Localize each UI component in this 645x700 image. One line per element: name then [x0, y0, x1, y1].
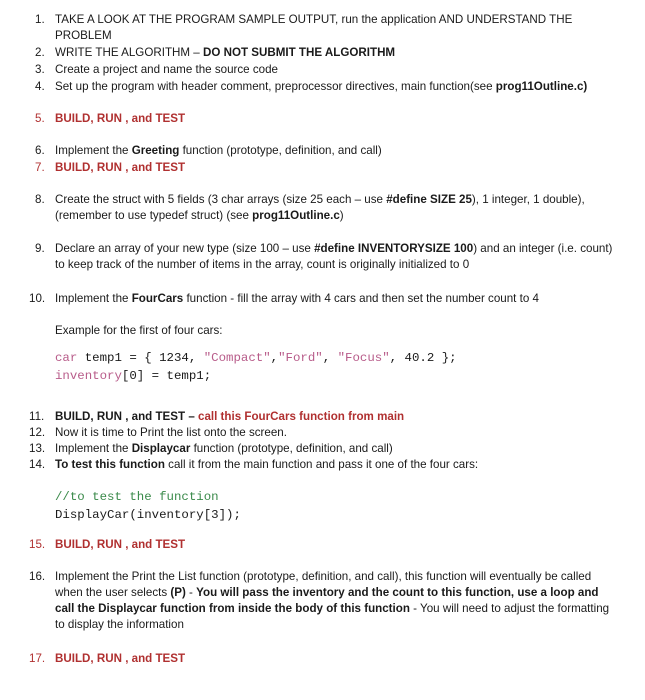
text-run: ) and an integer (i.e. count) to keep track of the number of items in the array, count is originally initialized to 0: [55, 242, 613, 271]
step-text: [55, 143, 615, 159]
code-comment: //to test the function: [55, 490, 219, 504]
step-number: 3.: [35, 63, 45, 76]
code-call: DisplayCar(inventory[3]);: [55, 508, 241, 522]
text-run: TAKE A LOOK AT THE PROGRAM SAMPLE OUTPUT, run the application AND UNDERSTAND THE PROBLEM: [55, 13, 573, 42]
step-text: [55, 241, 615, 273]
bold-text: You will pass the inventory and the count to this function, use a loop and call the Displaycar function from inside the body of this function: [55, 586, 599, 615]
text-run: WRITE THE ALGORITHM –: [55, 46, 203, 59]
bold-text: #define SIZE 25: [386, 193, 472, 206]
step-text: [55, 160, 615, 176]
text-run: Create the struct with 5 fields (3 char arrays (size 25 each – use: [55, 193, 387, 206]
text-run: ), 1 integer, 1 double), (remember to use typedef struct) (see: [55, 193, 585, 222]
step-text: [55, 45, 615, 61]
code-line-1: [55, 349, 457, 367]
step-number: 13.: [29, 442, 46, 455]
bold-text: Displaycar: [131, 442, 191, 455]
code-token: inventory: [55, 369, 122, 383]
bold-text: #define INVENTORYSIZE 100: [314, 242, 474, 255]
step-text: [55, 111, 615, 127]
step-number: 16.: [29, 570, 46, 583]
text-run: Implement the: [55, 144, 132, 157]
step-text: [55, 651, 615, 667]
step-number: 6.: [35, 144, 45, 157]
step-text: [55, 441, 615, 457]
step-number: 11.: [29, 410, 45, 423]
step-number: 7.: [35, 161, 45, 174]
text-run: function - fill the array with 4 cars and then set the number count to 4: [183, 292, 539, 305]
step-text: [55, 537, 615, 553]
step-text: [55, 569, 615, 633]
code-token: [0] = temp1;: [121, 369, 212, 383]
text-run: Set up the program with header comment, preprocessor directives, main function(see: [55, 80, 496, 93]
bold-text: prog11Outline.c: [252, 209, 340, 222]
step-text: [55, 457, 615, 473]
step-number: 9.: [35, 242, 45, 255]
code-token: car: [55, 351, 78, 365]
code-line-2: [55, 367, 457, 385]
step-text: [55, 79, 615, 95]
text-run: call it from the main function and pass it one of the four cars:: [164, 458, 479, 471]
text-run: Create a project and name the source code: [55, 63, 278, 76]
code-token: "Compact": [203, 351, 271, 365]
bold-text: (P): [170, 586, 186, 599]
code-token: , 40.2 };: [389, 351, 457, 365]
code-token: "Ford": [278, 351, 323, 365]
bold-text: BUILD, RUN , and TEST –: [55, 410, 198, 423]
step-text: [55, 62, 615, 78]
code-token: "Focus": [337, 351, 390, 365]
step-number: 17.: [29, 652, 46, 665]
bold-text: Greeting: [131, 144, 180, 157]
step-number: 4.: [35, 80, 45, 93]
step-text: [55, 425, 615, 441]
step-number: 5.: [35, 112, 45, 125]
step-text: [55, 291, 615, 307]
step-text: [55, 192, 615, 224]
example-label: Example for the first of four cars:: [55, 324, 223, 337]
bold-text: To test this function: [55, 458, 165, 471]
text-run: Now it is time to Print the list onto the screen.: [55, 426, 287, 439]
text-run: Implement the Print the List function (prototype, definition, and call), this function will eventually be called when the user selects: [55, 570, 592, 599]
step-text: [55, 409, 615, 425]
highlight-text: BUILD, RUN , and TEST: [55, 161, 186, 174]
code-token: temp1 = { 1234,: [77, 351, 204, 365]
text-run: function (prototype, definition, and call): [179, 144, 382, 157]
highlight-text: BUILD, RUN , and TEST: [55, 538, 186, 551]
step-number: 14.: [29, 458, 46, 471]
text-run: Declare an array of your new type (size 100 – use: [55, 242, 315, 255]
step-number: 1.: [35, 13, 45, 26]
code-block-test: [55, 488, 241, 524]
step-number: 15.: [29, 538, 46, 551]
text-run: ): [339, 209, 344, 222]
text-run: -: [185, 586, 197, 599]
bold-text: FourCars: [131, 292, 184, 305]
highlight-text: BUILD, RUN , and TEST: [55, 652, 186, 665]
code-token: ,: [322, 351, 338, 365]
text-run: - You will need to adjust the formatting to display the information: [55, 602, 610, 631]
step-number: 8.: [35, 193, 45, 206]
bold-text: prog11Outline.c): [495, 80, 588, 93]
step-number: 12.: [29, 426, 46, 439]
text-run: Implement the: [55, 442, 132, 455]
text-run: function (prototype, definition, and call): [190, 442, 393, 455]
bold-text: DO NOT SUBMIT THE ALGORITHM: [202, 46, 396, 59]
text-run: Implement the: [55, 292, 132, 305]
step-number: 10.: [29, 292, 46, 305]
highlight-text: call this FourCars function from main: [198, 410, 405, 423]
code-block-example: [55, 349, 457, 385]
step-number: 2.: [35, 46, 45, 59]
highlight-text: BUILD, RUN , and TEST: [55, 112, 186, 125]
code-token: ,: [270, 351, 279, 365]
step-text: [55, 12, 615, 44]
